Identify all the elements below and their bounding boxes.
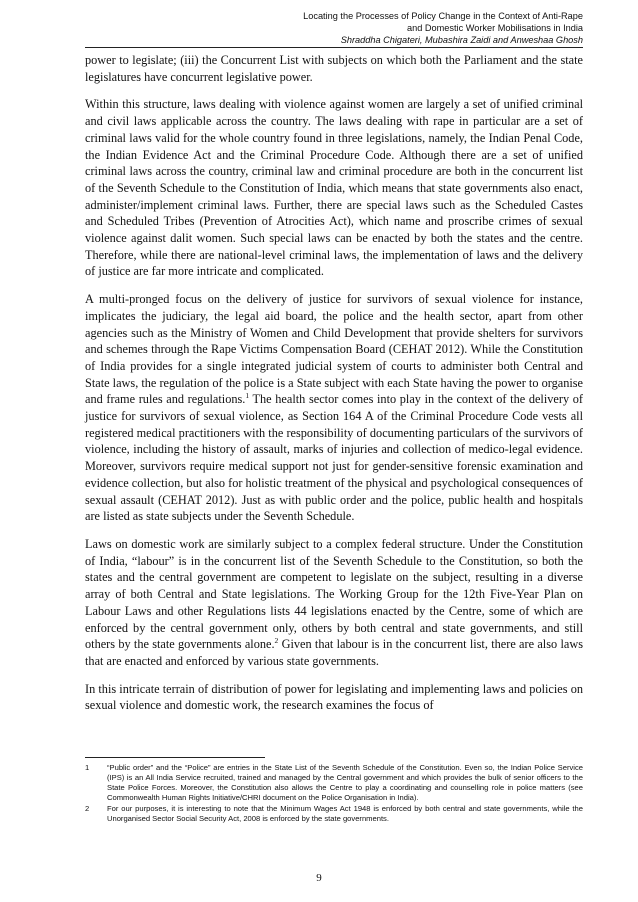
footnote-ref-1[interactable]: 1: [245, 391, 250, 401]
footnote-separator: [85, 757, 265, 758]
paragraph-5: In this intricate terrain of distribution of power for legislating and implementing laws and policies on sexual violence and domestic work, the research examines the focus of: [85, 681, 583, 713]
header-title-line-2: and Domestic Worker Mobilisations in India: [407, 23, 583, 33]
footnote-text: “Public order” and the “Police” are entries in the State List of the Seventh Schedule of the Constitution. Even so, the Indian Police Service (IPS) is an All India Service recruited, trained and managed by the Central government and which provides the bulk of senior officers to the State Police Forces. Moreover, the Constitution also allows the Centre to play a coordinating and counselling role in police matters (see Commonwealth Human Rights Initiative/CHRI document on the Police Organisation in India).: [107, 763, 583, 803]
footnote-number: 1: [85, 763, 90, 772]
footnote-text: For our purposes, it is interesting to note that the Minimum Wages Act 1948 is enforced by both central and state governments, while the Unorganised Sector Social Security Act, 2008 is enforced by the state governments.: [107, 804, 583, 824]
body-text: [85, 52, 583, 725]
paragraph-3: [85, 291, 583, 525]
paragraph-3-part-b: The health sector comes into play in the context of the delivery of justice for survivors of sexual violence, as Section 164 A of the Criminal Procedure Code vests all registered medical practitioners with the responsibility of documenting particulars of the survivors of violence, including the history of assault, marks of injuries and collection of medico-legal evidence. Moreover, survivors require medical support not just for gender-sensitive forensic examination and evidence collection, but also for holistic treatment of the physical and psychological consequences of sexual assault (CEHAT 2012). Just as with public order and the police, public health and hospitals are listed as state subjects under the Seventh Schedule.: [85, 392, 583, 524]
paragraph-4: [85, 536, 583, 670]
paragraph-2: Within this structure, laws dealing with violence against women are largely a set of unified criminal and civil laws applicable across the country. The laws dealing with rape in particular are a set of criminal laws valid for the whole country found in three legislations, namely, the Indian Penal Code, the Indian Evidence Act and the Criminal Procedure Code. Although there are a set of unified criminal laws across the country, criminal law and criminal procedure are both in the concurrent list of the Seventh Schedule to the Constitution of India, which means that state governments also enact, administer/implement criminal laws. Further, there are special laws such as the Scheduled Castes and Scheduled Tribes (Prevention of Atrocities Act), which name and proscribe crimes of sexual violence against dalit women. Such special laws can be enacted by both the states and the centre. Therefore, while there are national-level criminal laws, the implementation of laws and the delivery of justice are far more intricate and complicated.: [85, 97, 583, 279]
footnote-2: [85, 804, 583, 824]
paragraph-1: power to legislate; (iii) the Concurrent List with subjects on which both the Parliament and the state legislatures have concurrent legislative power.: [85, 53, 583, 84]
footnotes: [85, 763, 583, 826]
footnote-1: [85, 763, 583, 803]
footnote-number: 2: [85, 804, 90, 814]
paragraph-3-part-a: A multi-pronged focus on the delivery of justice for survivors of sexual violence for instance, implicates the judiciary, the legal aid board, the police and the health sector, apart from other agencies such as the Ministry of Women and Child Development that provide shelters for survivors and schemes through the Rape Victims Compensation Board (CEHAT 2012). While the Constitution of India provides for a single integrated judicial system of courts to administer both Central and State laws, the regulation of the police is a State subject with each State having the power to organise and frame rules and regulations.: [85, 292, 583, 407]
paragraph-4-part-a: Laws on domestic work are similarly subject to a complex federal structure. Under the Constitution of India, “labour” is in the concurrent list of the Seventh Schedule to the Constitution, so both the states and the central government are competent to legislate on the subject, resulting in a diverse array of both Central and State legislations. The Working Group for the 12th Five-Year Plan on Labour Laws and other Regulations lists 44 legislations enacted by the Centre, some of which are enforced by the central government only, others by both central and state governments, and still others by the state governments alone.: [85, 536, 583, 652]
running-header: [163, 10, 583, 46]
page-number: 9: [316, 872, 322, 884]
header-title-line-1: Locating the Processes of Policy Change in the Context of Anti-Rape: [303, 11, 583, 21]
footnote-ref-2[interactable]: 2: [274, 636, 279, 646]
header-authors: Shraddha Chigateri, Mubashira Zaidi and Anweshaa Ghosh: [340, 35, 583, 45]
paragraph-4-part-b: Given that labour is in the concurrent list, there are also laws that are enacted and enforced by various state governments.: [85, 637, 583, 668]
header-rule: [85, 47, 583, 48]
